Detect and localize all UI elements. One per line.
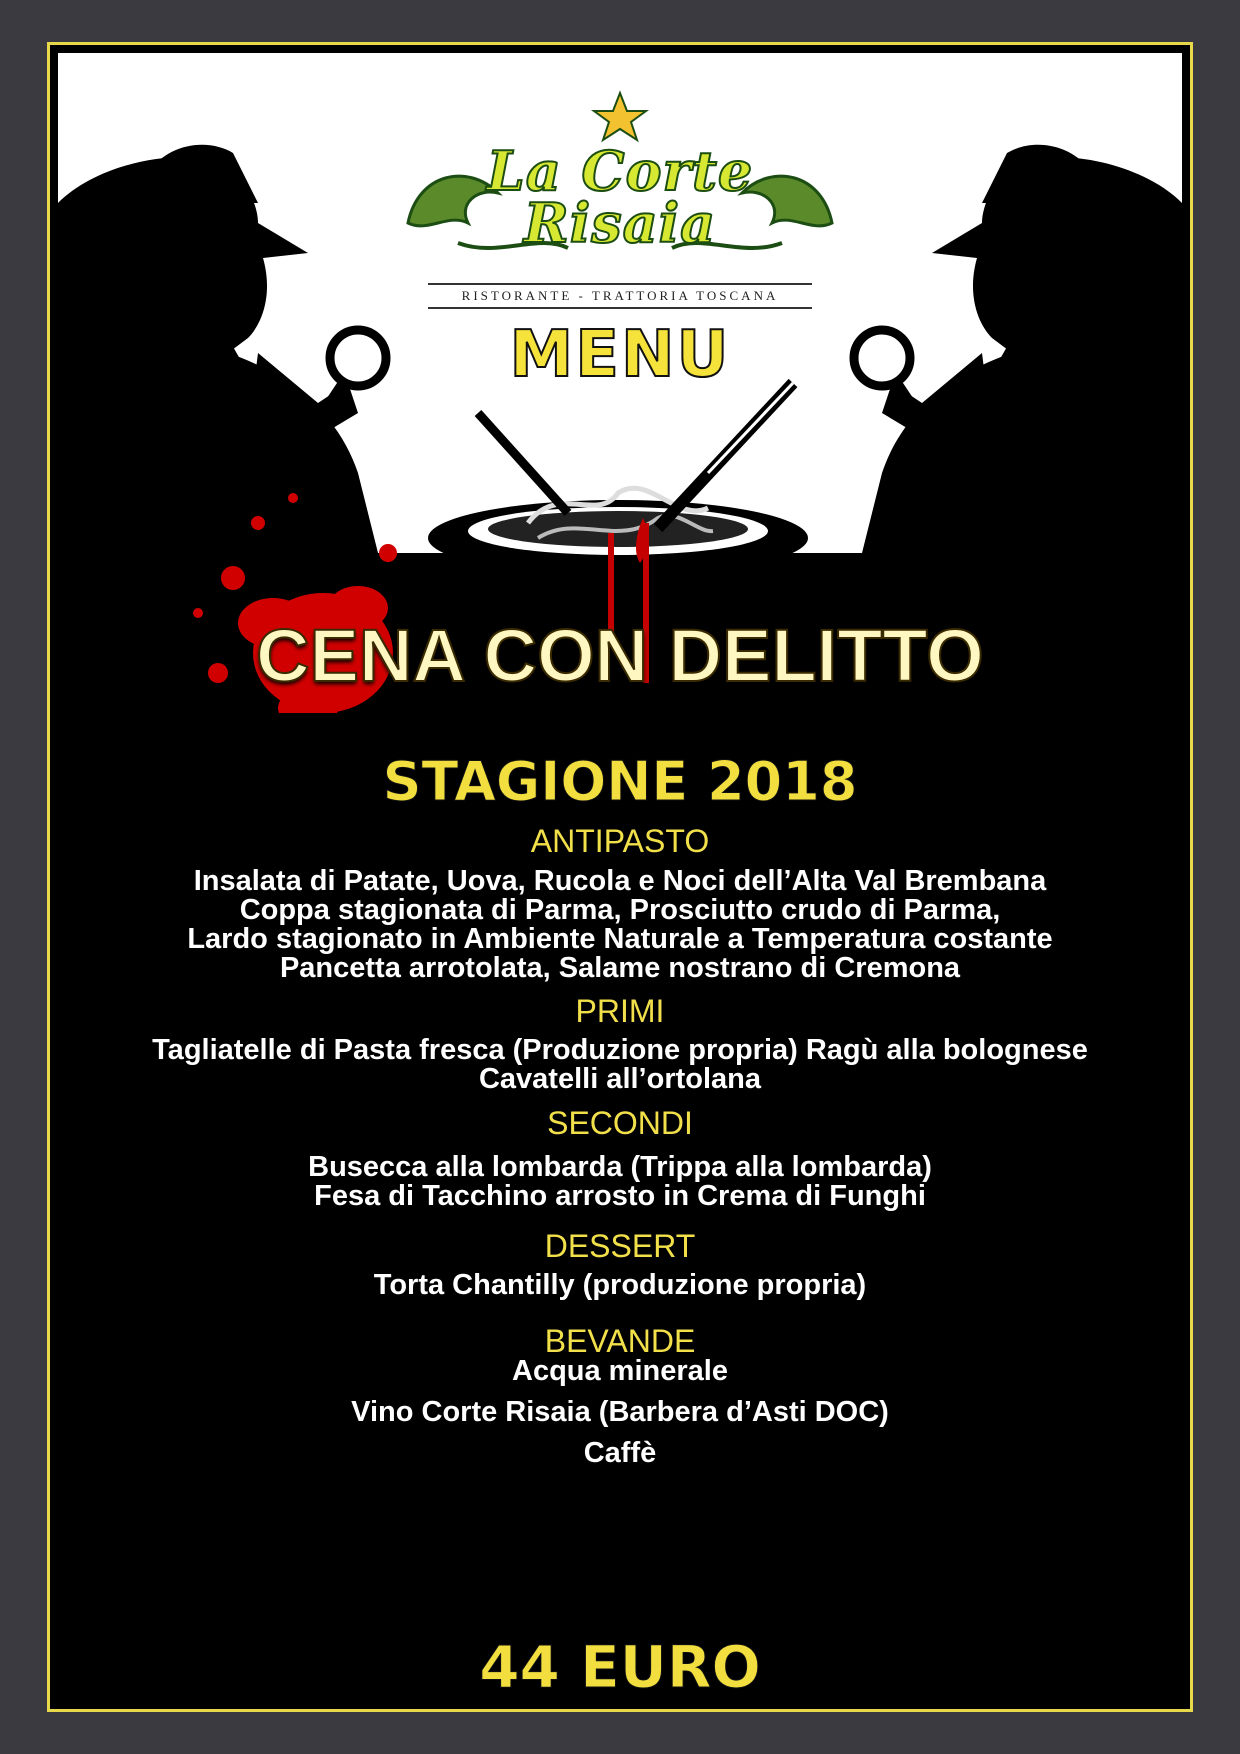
antipasto-items bbox=[58, 867, 1182, 983]
logo-name-line1: La Corte bbox=[486, 139, 754, 203]
list-item: Lardo stagionato in Ambiente Naturale a Temperatura costante bbox=[187, 923, 1053, 955]
event-title: CENA CON DELITTO bbox=[256, 614, 984, 697]
list-item: Vino Corte Risaia (Barbera d’Asti DOC) bbox=[351, 1396, 889, 1428]
list-item: Pancetta arrotolata, Salame nostrano di Cremona bbox=[279, 952, 961, 984]
restaurant-logo bbox=[398, 83, 842, 313]
list-item: Torta Chantilly (produzione propria) bbox=[373, 1269, 867, 1301]
logo-subtitle: RISTORANTE - TRATTORIA TOSCANA bbox=[428, 283, 812, 309]
list-item: Caffè bbox=[583, 1437, 657, 1469]
fork bbox=[478, 413, 568, 513]
bevande-items bbox=[58, 1351, 1182, 1474]
poster-frame bbox=[47, 42, 1193, 1712]
list-item: Insalata di Patate, Uova, Rucola e Noci dell’Alta Val Brembana bbox=[193, 865, 1047, 897]
menu-poster bbox=[58, 53, 1182, 1707]
list-item: Tagliatelle di Pasta fresca (Produzione propria) Ragù alla bolognese bbox=[152, 1034, 1088, 1066]
list-item: Busecca alla lombarda (Trippa alla lombarda) bbox=[308, 1151, 932, 1183]
list-item: Coppa stagionata di Parma, Prosciutto crudo di Parma, bbox=[239, 894, 1001, 926]
plate-with-pasta bbox=[428, 488, 808, 576]
menu-title: MENU bbox=[509, 318, 731, 392]
logo-name-line2: Risaia bbox=[523, 191, 717, 255]
section-title-bevande: BEVANDE bbox=[544, 1323, 696, 1359]
price: 44 EURO bbox=[479, 1633, 761, 1701]
section-title-antipasto: ANTIPASTO bbox=[530, 823, 710, 859]
list-item: Acqua minerale bbox=[512, 1355, 728, 1387]
list-item: Cavatelli all’ortolana bbox=[478, 1063, 762, 1095]
section-title-dessert: DESSERT bbox=[544, 1228, 696, 1264]
dessert-items bbox=[58, 1271, 1182, 1300]
secondi-items bbox=[58, 1153, 1182, 1211]
list-item: Fesa di Tacchino arrosto in Crema di Funghi bbox=[314, 1180, 926, 1212]
section-title-primi: PRIMI bbox=[575, 993, 665, 1029]
star-icon bbox=[594, 93, 646, 140]
section-title-secondi: SECONDI bbox=[547, 1105, 693, 1141]
season-title: STAGIONE 2018 bbox=[382, 750, 858, 813]
hero-illustration bbox=[58, 53, 1182, 713]
primi-items bbox=[58, 1036, 1182, 1094]
